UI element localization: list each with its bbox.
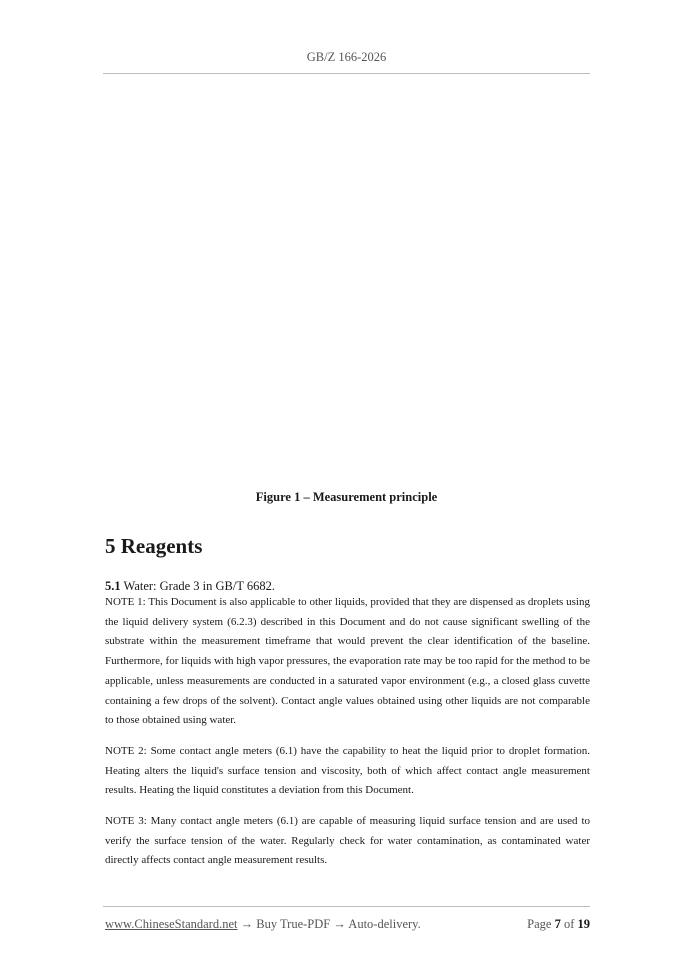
footer-divider bbox=[103, 906, 590, 907]
page-indicator bbox=[527, 917, 590, 932]
footer-promo: → Buy True-PDF → Auto-delivery. bbox=[237, 917, 421, 931]
note-2: NOTE 2: Some contact angle meters (6.1) have the capability to heat the liquid prior to droplet formation. Heating alters the liquid's surface tension and viscosity, both of which affect contact angle measurement results. Heating the liquid constitutes a deviation from this Document. bbox=[105, 745, 590, 797]
document-id: GB/Z 166-2026 bbox=[306, 50, 387, 64]
figure-image-area bbox=[103, 80, 590, 480]
footer-left bbox=[105, 917, 421, 932]
note-1: NOTE 1: This Document is also applicable to other liquids, provided that they are dispensed as droplets using the liquid delivery system (6.2.3) described in this Document and do not cause significant swelling of the substrate within the measurement timeframe that would prevent the clear identification of the baseline. Furthermore, for liquids with high vapor pressures, the evaporation rate may be too rapid for the method to be applicable, unless measurements are conducted in a saturated vapor environment (e.g., a closed glass cuvette containing a few drops of the solvent). Contact angle values obtained using other liquids are not comparable to those obtained using water. bbox=[105, 596, 590, 727]
page-word: Page bbox=[527, 917, 555, 931]
page-total: 19 bbox=[577, 917, 590, 931]
page-footer bbox=[105, 917, 590, 932]
clause-5-1 bbox=[105, 579, 590, 594]
running-header bbox=[0, 50, 693, 65]
figure-caption: Figure 1 – Measurement principle bbox=[255, 490, 438, 504]
header-divider bbox=[103, 73, 590, 74]
note-3: NOTE 3: Many contact angle meters (6.1) are capable of measuring liquid surface tension and are used to verify the surface tension of the water. Regularly check for water contamination, as contaminated water directly affects contact angle measurement results. bbox=[105, 815, 590, 867]
page-current: 7 bbox=[554, 917, 561, 931]
clause-text: Water: Grade 3 in GB/T 6682. bbox=[120, 579, 276, 593]
page-of: of bbox=[560, 917, 578, 931]
clause-number: 5.1 bbox=[105, 579, 121, 593]
section-heading: 5 Reagents bbox=[105, 534, 203, 558]
site-link[interactable]: www.ChineseStandard.net bbox=[105, 917, 238, 931]
